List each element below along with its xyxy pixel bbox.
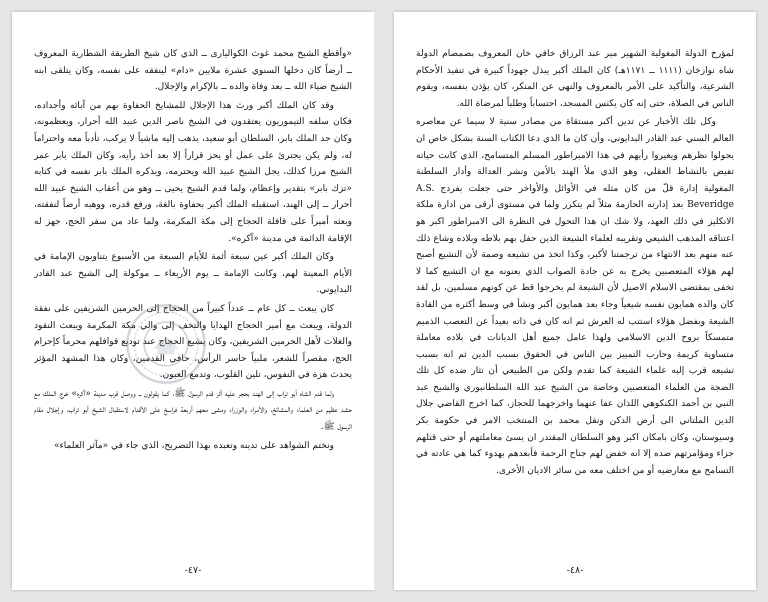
right-page — [394, 12, 756, 590]
paragraph: ونختم الشواهد على تدينه وتعبده بهذا التصريح، الذي جاء في «مآثر العلماء» — [53, 440, 334, 451]
paragraph: ولما قدم الشاه أبو تراب إلى الهند بحجر عليه أثر قدم الرسول ﷺ، كما يقولون ــ ووصل قرب مدينة «آكره» خرج الملك مع حشد عظيم من العلماء والمشائخ، والأمراء والوزراء ومشى معهم أربعة فراسخ على الأقدام لاستقبال الشيخ أبو تراب، وإجلال مقام الرسول ﷺ. — [34, 388, 352, 433]
left-page-text — [34, 46, 352, 534]
page-number: -٤٨- — [566, 565, 584, 576]
left-page — [12, 12, 374, 590]
paragraph: لمؤرخ الدولة المغولية الشهير مير عبد الرزاق خافي خان المعروف بصمصام الدولة شاه نوازخان (١١١١ ــ ١١٧١هـ) كان الملك أكبر يبذل جهوداً كبيرة في تنفيذ الأحكام الشرعية، والتأكيد على الأمر بالمعروف والنهي عن المنكر، كان يؤذن بنفسه، ويقوم الناس في الصلاة، حتى إنه كان يكنس المسجد، احتساباً وطلباً لمرضاة الله. — [416, 49, 734, 109]
paragraph: كان يبعث ــ كل عام ــ عدداً كبيراً من الحجاج إلى الحرمين الشريفين على نفقة الدولة، ويبعث مع أمير الحجاج الهدايا والتحف إلى والي مكة المكرمة ويبعث النقود والغلات لأهل الحرمين الشريفين، وكان يشيع الحجاج عند توديع قوافلهم محرماً كإحرام الحج، مقصراً للشعر، ملبياً حاسر الرأس، حافي القدمين، وكان هذا المشهد المؤثر يحدث هزة في النفوس، تلين القلوب، وتدمع العيون. — [34, 303, 352, 381]
paragraph: وقد كان الملك أكبر ورث هذا الإجلال للمشايخ الحفاوة بهم من آبائه وأجداده، فكان سلفه التيموريون يعتقدون في الشيخ ناصر الدين عبيد الله أحرار، ويعظمونه، وكان جد الملك بابر، السلطان أبو سعيد، يذهب إليه ماشياً لا يركب، تأدباً معه واحتراماً له، ولم يكن يجترئ على عمل أو يحز قراراً إلا بعد أخذ رأيه، وكان الملك بابر عمر الشيخ مرزا كذلك، يجل الشيخ عبيد الله ويحترمه، ويذكره الملك بابر نفسه في كتابه «تزك بابر» بتقدير وإعظام، ولما قدم الشيخ يحيى ــ وهو من أعقاب الشيخ عبيد الله أحرار ــ إلى الهند، استقبله الملك أكبر بحفاوة بالغة، ورفع قدره، ووهبه أرضاً لنفقته، وبعثه أميراً على قافلة الحجاج إلى مكة المكرمة، ولما عاد من سفر الحج، جهز له الإقامة الدائمة في مدينة «آكره». — [34, 100, 352, 244]
book-gutter — [374, 12, 394, 590]
page-number: -٤٧- — [184, 565, 202, 576]
paragraph: وكل تلك الأخبار عن تدين أكبر مستقاة من مصادر سنية لا سيما عن معاصره العالم السني عبد القادر البدايوني، وأن كان ما الذي دعا الكتاب السنة بشكل خاص ان يحولوا نظرهم ويغيروا رأيهم في هذا الامبراطور المسلم المتسامح، الذي كانت حياته تفيض بالنشاط العقلي، وهو الذي ملأ الهند بالأمن ونشر العدالة وأدار السلطنة المغولية إدارة قلّ من كان مثله في الأوائل والأواخر حتى جعلت بفردج A.S. Beveridge بعد إدارته الحازمة مثلاً لم يتكرر ولما في مستوى أرقى من ادارة ملكة الانكليز في ذلك العهد، ولا شك ان هذا التحول في النظرة الى الامبراطور اكبر هو اعتناقه المذهب الشيعي وتقريبه لعلماء الشيعة الذين حفل بهم بلاطه وبلاده وشاع ذلك عنه منهم بعد الانتهاء من ترجمتنا لأكبر، وكذا اتخذ من تشيعه وصمة لأن التشيع أصبح لهم هؤلاء المتعصبين يخرج به عن جادة الصواب الذي يعنونه مع ان التشيع كما لا تخفى بمقتضى الاسلام الاصيل لأن الشيعة لم يخرجوا قط عن كونهم مسلمين، بل لقد كان والده همايون نفسه شيعياً وجاء بعد همايون أكبر ونشأ في وسط أكثره من القادة الشيعة وبفضل هؤلاء استتب له العرش ثم انه كان في ذاته بعيداً عن التعصب الذميم متمسكاً بروح الدين الاسلامي ولهذا عامل جميع أهل الديانات في بلاده معاملة متساوية كريمة وحارب التمييز بين الناس في الحقوق بسبب الدين ثم انه بسبب تشيعه قرب إليه علماء الشيعة كما تقدم ولكن من الطبيعي أن تثار ضده كل تلك الضجة من العلماء المتعصبين وخاصة من الشيخ عبد الله السلطانبوري والشيخ عبد النبي بن أحمد الكنكوهي اللذان عفا عنهما واخرجهما للحجاز، كما اخرج القاضي جلال الدين الملتاني الى أرض الدكن ونقل محمد بن المنتخب الامر في حكومة بكر وسيوستان، وكان بامكان اكبر وهو السلطان المقتدر ان يسئ معاملتهم أو حتى قتلهم جزاء ومؤامرتهم ضده إلا انه خفض لهم جناح الرحمة فأبعدهم بهدوء كما هي عادته في التسامح مع معارضيه أو من اختلف معه من سائر الاديان الأخرى. — [416, 117, 734, 476]
right-page-text — [416, 46, 734, 534]
paragraph: «وأقطع الشيخ محمد غوث الكواليارى ــ الذي كان شيخ الطريقة الشطارية المعروف ــ أرضاً كان دخلها السنوي عشرة ملايين «دام» لينفقه على نفسه، وكان يتلقى ابنه الشيخ ضياء الله ــ بعد وفاة والده ــ بالإكرام والإجلال. — [34, 49, 352, 93]
paragraph: وكان الملك أكبر عين سبعة أئمة للأيام السبعة من الأسبوع يتناوبون الإمامة في الأيام المعينة لهم، وكانت الإمامة ــ يوم الأربعاء ــ موكولة إلى الشيخ عبد القادر البدايوني. — [34, 252, 352, 296]
